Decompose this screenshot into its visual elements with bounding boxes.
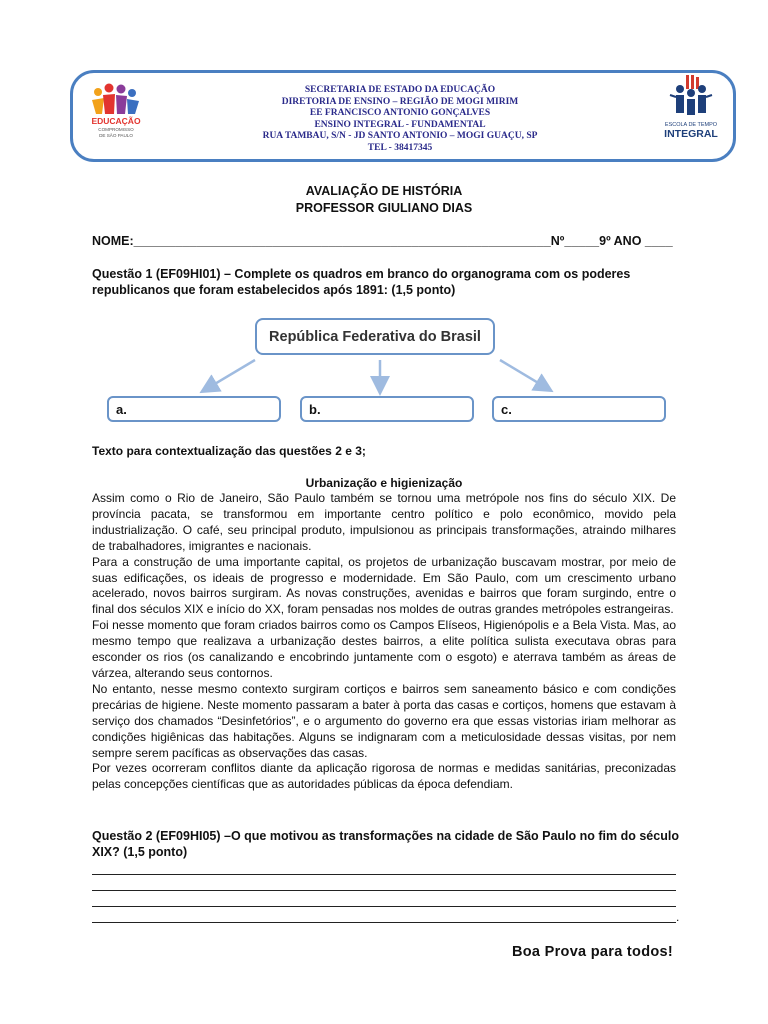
org-chart-root: República Federativa do Brasil (255, 318, 495, 355)
text-title: Urbanização e higienização (305, 476, 463, 490)
exam-title: AVALIAÇÃO DE HISTÓRIA (305, 184, 463, 198)
paragraph-2: Para a construção de uma importante capital, os projetos de urbanização buscavam mostrar, por meio de suas edificações, os ideais de progresso e modernidade. Em São Paulo, com um crescimento urbano acelerado, novos bairros surgiram. As novas construções, avenidas e bairros que foram surgindo, entre o final dos séculos XIX e início do XX, foram pensadas nos moldes de outras grandes metrópoles estrangeiras. (92, 554, 676, 617)
professor-name: PROFESSOR GIULIANO DIAS (295, 201, 473, 215)
paragraph-5: Por vezes ocorreram conflitos diante da aplicação rigorosa de normas e medidas sanitárias, preconizadas pelas concepções científicas que as autoridades públicas da época defendiam. (92, 761, 676, 792)
answer-line-2[interactable] (92, 890, 676, 891)
logo-left-line1: EDUCAÇÃO (91, 116, 141, 126)
paragraph-4: No entanto, nesse mesmo contexto surgiram cortiços e bairros sem saneamento básico e com condições precárias de higiene. Neste momento passaram a bater à porta das casas e cortiços, homens que estavam à serviço dos chamados “Desinfetórios”, e o argumento do governo era que essas vistorias iriam melhorar as condições higiênicas das habitações. Alguns se indignaram com a meticulosidade dessas visitas, por nem sempre serem pacíficas as observações das casas. (92, 681, 676, 760)
logo-right-line1: ESCOLA DE TEMPO (664, 122, 718, 128)
header-line-3: EE FRANCISCO ANTONIO GONÇALVES (309, 108, 491, 118)
header-line-1: SECRETARIA DE ESTADO DA EDUCAÇÃO (304, 85, 496, 95)
header-line-4: ENSINO INTEGRAL - FUNDAMENTAL (314, 119, 486, 130)
context-text (92, 491, 676, 793)
paragraph-3: Foi nesse momento que foram criados bairros como os Campos Elíseos, Higienópolis e a Bela Vista. Mas, ao mesmo tempo que realizava a urbanização destes bairros, a elite política sulista executava obras para esconder os rios (os canalizando e encobrindo juntamente com o esgoto) e aterrava também as áreas de várzea, alterando seus contornos. (92, 618, 676, 680)
logo-left-line3: DE SÃO PAULO (99, 133, 133, 138)
org-box-c[interactable]: c. (492, 396, 666, 422)
arrow-right (500, 360, 545, 387)
answer-line-3[interactable] (92, 906, 676, 907)
question-1-text: Questão 1 (EF09HI01) – Complete os quadros em branco do organograma com os poderes republicanos que foram estabelecidos após 1891: (1,5 ponto) (92, 267, 631, 297)
paragraph-1: Assim como o Rio de Janeiro, São Paulo também se tornou uma metrópole nos fins do século XIX. De província pacata, se transformou em importante centro político e polo econômico, movido pela industrialização. O café, seu principal produto, impulsionou as principais transformações, atraindo milhares de trabalhadores, imigrantes e nacionais. (92, 491, 676, 553)
student-name-line[interactable]: NOME:____________________________________________________________Nº_____9º ANO ____ (92, 234, 673, 248)
question-2-text: Questão 2 (EF09HI05) –O que motivou as transformações na cidade de São Paulo no fim do século XIX? (1,5 ponto) (92, 829, 679, 859)
answer-line-1[interactable] (92, 874, 676, 875)
arrow-left (208, 360, 255, 388)
answer-end-dot: . (676, 910, 680, 924)
org-box-a[interactable]: a. (107, 396, 281, 422)
header-line-2: DIRETORIA DE ENSINO – REGIÃO DE MOGI MIRIM (281, 96, 519, 107)
logo-right-line2: INTEGRAL (664, 128, 718, 140)
context-label: Texto para contextualização das questões 2 e 3; (92, 444, 366, 458)
org-box-b[interactable]: b. (300, 396, 474, 422)
header-line-5: RUA TAMBAU, S/N - JD SANTO ANTONIO – MOGI GUAÇU, SP (262, 131, 538, 141)
closing-message: Boa Prova para todos! (512, 944, 673, 960)
logo-left-line2: COMPROMISSO (98, 127, 134, 132)
answer-line-4[interactable] (92, 922, 676, 923)
header-line-6: TEL - 38417345 (367, 142, 433, 153)
